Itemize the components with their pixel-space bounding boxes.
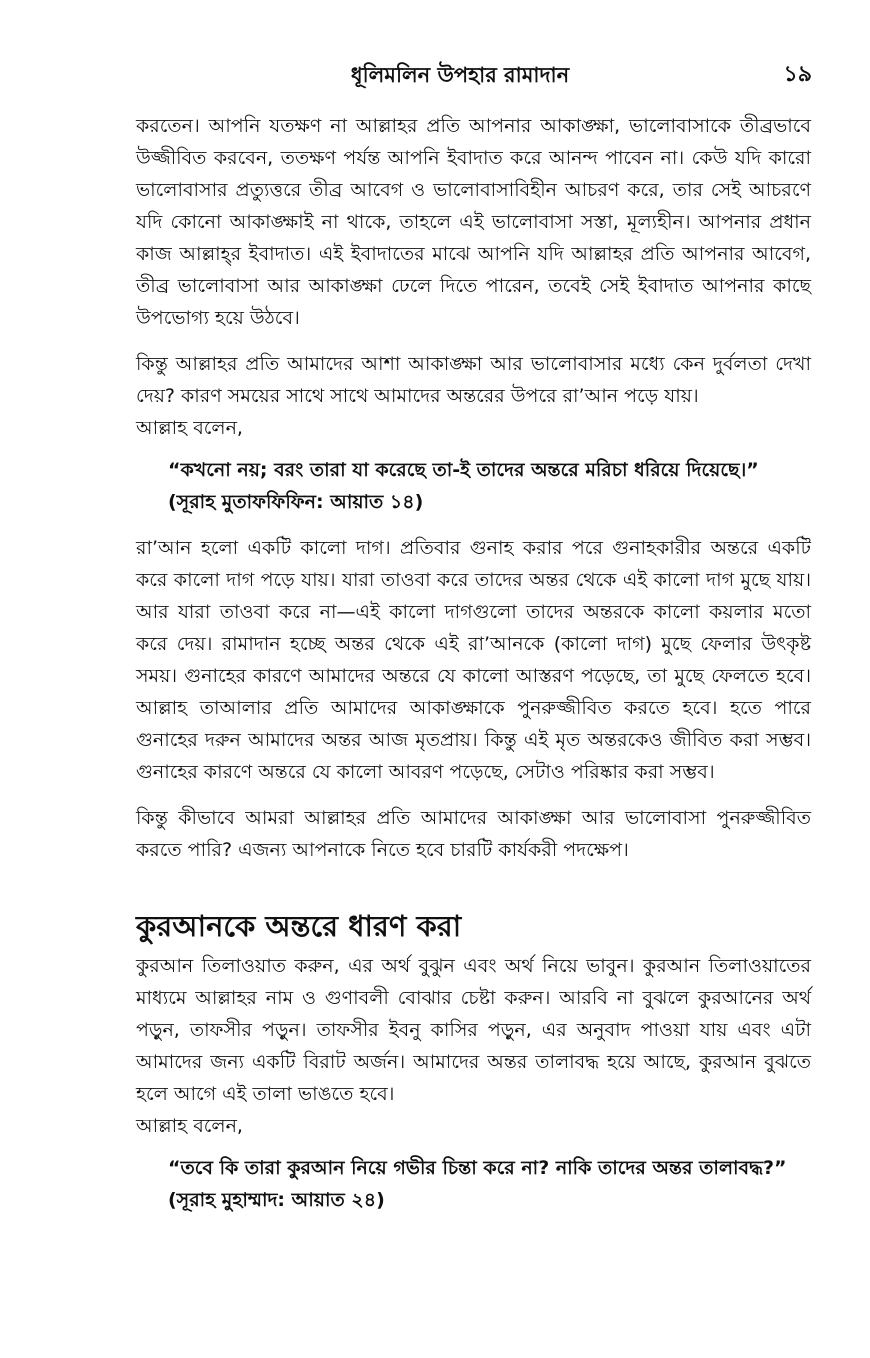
running-title: ধূলিমলিন উপহার রামাদান xyxy=(350,63,570,87)
quote-1 xyxy=(168,454,811,518)
paragraph-2: কিন্তু আল্লাহর প্রতি আমাদের আশা আকাঙ্ক্ষা আর ভালোবাসার মধ্যে কেন দুর্বলতা দেখা দেয়? কারণ সময়ের সাথে সাথে আমাদের অন্তরের উপরে রা’আন পড়ে যায়। xyxy=(136,353,811,407)
paragraph-4: কিন্তু কীভাবে আমরা আল্লাহর প্রতি আমাদের আকাঙ্ক্ষা আর ভালোবাসা পুনরুজ্জীবিত করতে পারি? এজন্য আপনাকে নিতে হবে চারটি কার্যকরী পদক্ষেপ। xyxy=(136,807,811,861)
paragraph-3: রা’আন হলো একটি কালো দাগ। প্রতিবার গুনাহ করার পরে গুনাহকারীর অন্তরে একটি করে কালো দাগ পড়ে যায়। যারা তাওবা করে তাদের অন্তর থেকে এই কালো দাগ মুছে যায়। আর যারা তাওবা করে না—এই কালো দাগগুলো তাদের অন্তরকে কালো কয়লার মতো করে দেয়। রামাদান হচ্ছে অন্তর থেকে এই রা’আনকে (কালো দাগ) মুছে ফেলার উৎকৃষ্ট সময়। গুনাহের কারণে আমাদের অন্তরে যে কালো আস্তরণ পড়েছে, তা মুছে ফেলতে হবে। আল্লাহ তাআলার প্রতি আমাদের আকাঙ্ক্ষাকে পুনরুজ্জীবিত করতে হবে। হতে পারে গুনাহের দরুন আমাদের অন্তর আজ মৃতপ্রায়। কিন্তু এই মৃত অন্তরকেও জীবিত করা সম্ভব। গুনাহের কারণে অন্তরে যে কালো আবরণ পড়েছে, সেটাও পরিষ্কার করা সম্ভব। xyxy=(136,537,811,783)
allah-says-2: আল্লাহ বলেন, xyxy=(136,1115,243,1137)
quote-1-reference: (সূরাহ মুতাফফিফিন: আয়াত ১৪) xyxy=(168,491,424,513)
quote-2-text: “তবে কি তারা কুরআন নিয়ে গভীর চিন্তা করে না? নাকি তাদের অন্তর তালাবদ্ধ?” xyxy=(168,1157,787,1179)
quote-2 xyxy=(168,1152,811,1216)
quote-2-reference: (সূরাহ মুহাম্মাদ: আয়াত ২৪) xyxy=(168,1189,385,1211)
quote-1-text: “কখনো নয়; বরং তারা যা করেছে তা-ই তাদের অন্তরে মরিচা ধরিয়ে দিয়েছে।” xyxy=(168,459,759,481)
paragraph-5: কুরআন তিলাওয়াত করুন, এর অর্থ বুঝুন এবং অর্থ নিয়ে ভাবুন। কুরআন তিলাওয়াতের মাধ্যমে আল্লাহর নাম ও গুণাবলী বোঝার চেষ্টা করুন। আরবি না বুঝলে কুরআনের অর্থ পড়ুন, তাফসীর পড়ুন। তাফসীর ইবনু কাসির পড়ুন, এর অনুবাদ পাওয়া যায় এবং এটা আমাদের জন্য একটি বিরাট অর্জন। আমাদের অন্তর তালাবদ্ধ হয়ে আছে, কুরআন বুঝতে হলে আগে এই তালা ভাঙতে হবে। xyxy=(136,955,811,1105)
paragraph-1: করতেন। আপনি যতক্ষণ না আল্লাহর প্রতি আপনার আকাঙ্ক্ষা, ভালোবাসাকে তীব্রভাবে উজ্জীবিত করবেন, ততক্ষণ পর্যন্ত আপনি ইবাদাত করে আনন্দ পাবেন না। কেউ যদি কারো ভালোবাসার প্রত্যুত্তরে তীব্র আবেগ ও ভালোবাসাবিহীন আচরণ করে, তার সেই আচরণে যদি কোনো আকাঙ্ক্ষাই না থাকে, তাহলে এই ভালোবাসা সস্তা, মূল্যহীন। আপনার প্রধান কাজ আল্লাহ্‌র ইবাদাত। এই ইবাদাতের মাঝে আপনি যদি আল্লাহর প্রতি আপনার আবেগ, তীব্র ভালোবাসা আর আকাঙ্ক্ষা ঢেলে দিতে পারেন, তবেই সেই ইবাদাত আপনার কাছে উপভোগ্য হয়ে উঠবে। xyxy=(136,115,811,329)
section-heading: কুরআনকে অন্তরে ধারণ করা xyxy=(136,909,462,943)
running-header xyxy=(0,58,870,92)
page-number: ১৯ xyxy=(783,62,812,87)
allah-says-1: আল্লাহ বলেন, xyxy=(136,417,243,439)
page-content xyxy=(136,110,811,1230)
